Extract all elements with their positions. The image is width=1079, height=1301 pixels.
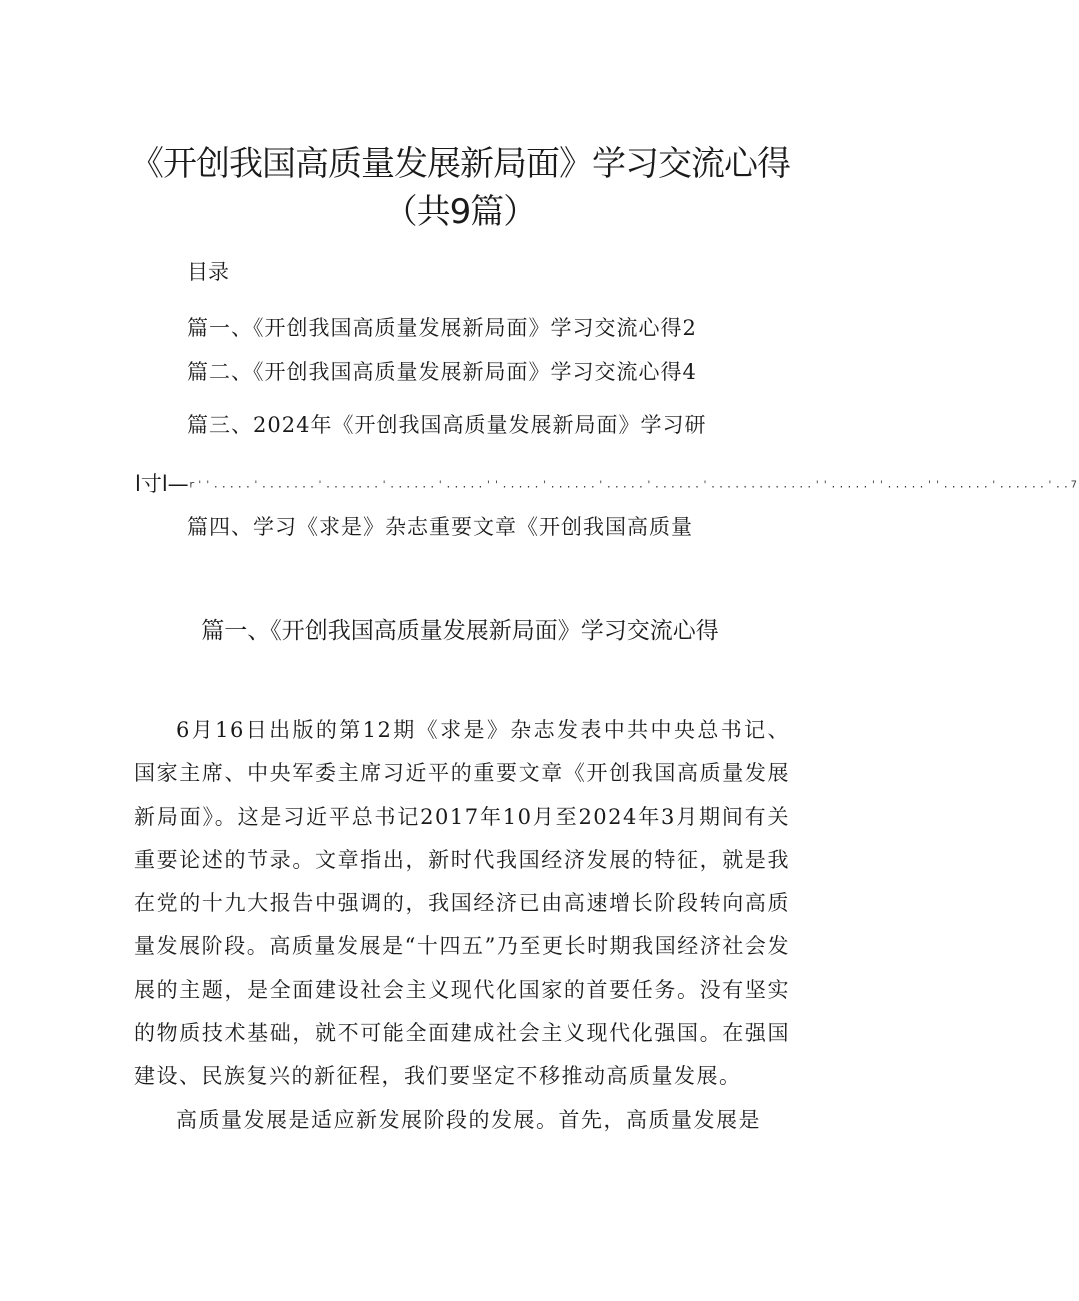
toc-item-continuation[interactable]	[135, 468, 1079, 498]
body-text	[134, 709, 790, 1142]
toc-item[interactable]: 篇二、《开创我国高质量发展新局面》学习交流心得4	[187, 360, 697, 384]
toc-item[interactable]: 篇一、《开创我国高质量发展新局面》学习交流心得2	[187, 316, 697, 340]
toc-leader-dots: r''.....'.......'.......'......'.....''.....'......'.....'......'.............''.....''.....''......'......'..7	[188, 479, 1079, 491]
section-heading: 篇一、《开创我国高质量发展新局面》学习交流心得	[201, 618, 719, 644]
toc-continuation-lead: l寸l—	[135, 472, 189, 496]
paragraph: 6月16日出版的第12期《求是》杂志发表中共中央总书记、国家主席、中央军委主席习近平的重要文章《开创我国高质量发展新局面》。这是习近平总书记2017年10月至2024年3月期间有关重要论述的节录。文章指出，新时代我国经济发展的特征，就是我在党的十九大报告中强调的，我国经济已由高速增长阶段转向高质量发展阶段。高质量发展是“十四五”乃至更长时期我国经济社会发展的主题，是全面建设社会主义现代化国家的首要任务。没有坚实的物质技术基础，就不可能全面建成社会主义现代化强国。在强国建设、民族复兴的新征程，我们要坚定不移推动高质量发展。	[134, 718, 790, 1089]
paragraph: 高质量发展是适应新发展阶段的发展。首先，高质量发展是	[176, 1107, 761, 1132]
toc-heading: 目录	[187, 260, 229, 284]
document-title: 《开创我国高质量发展新局面》学习交流心得（共9篇）	[130, 144, 790, 232]
toc-item[interactable]: 篇三、2024年《开创我国高质量发展新局面》学习研	[187, 413, 707, 437]
toc-item[interactable]: 篇四、学习《求是》杂志重要文章《开创我国高质量	[187, 515, 693, 539]
